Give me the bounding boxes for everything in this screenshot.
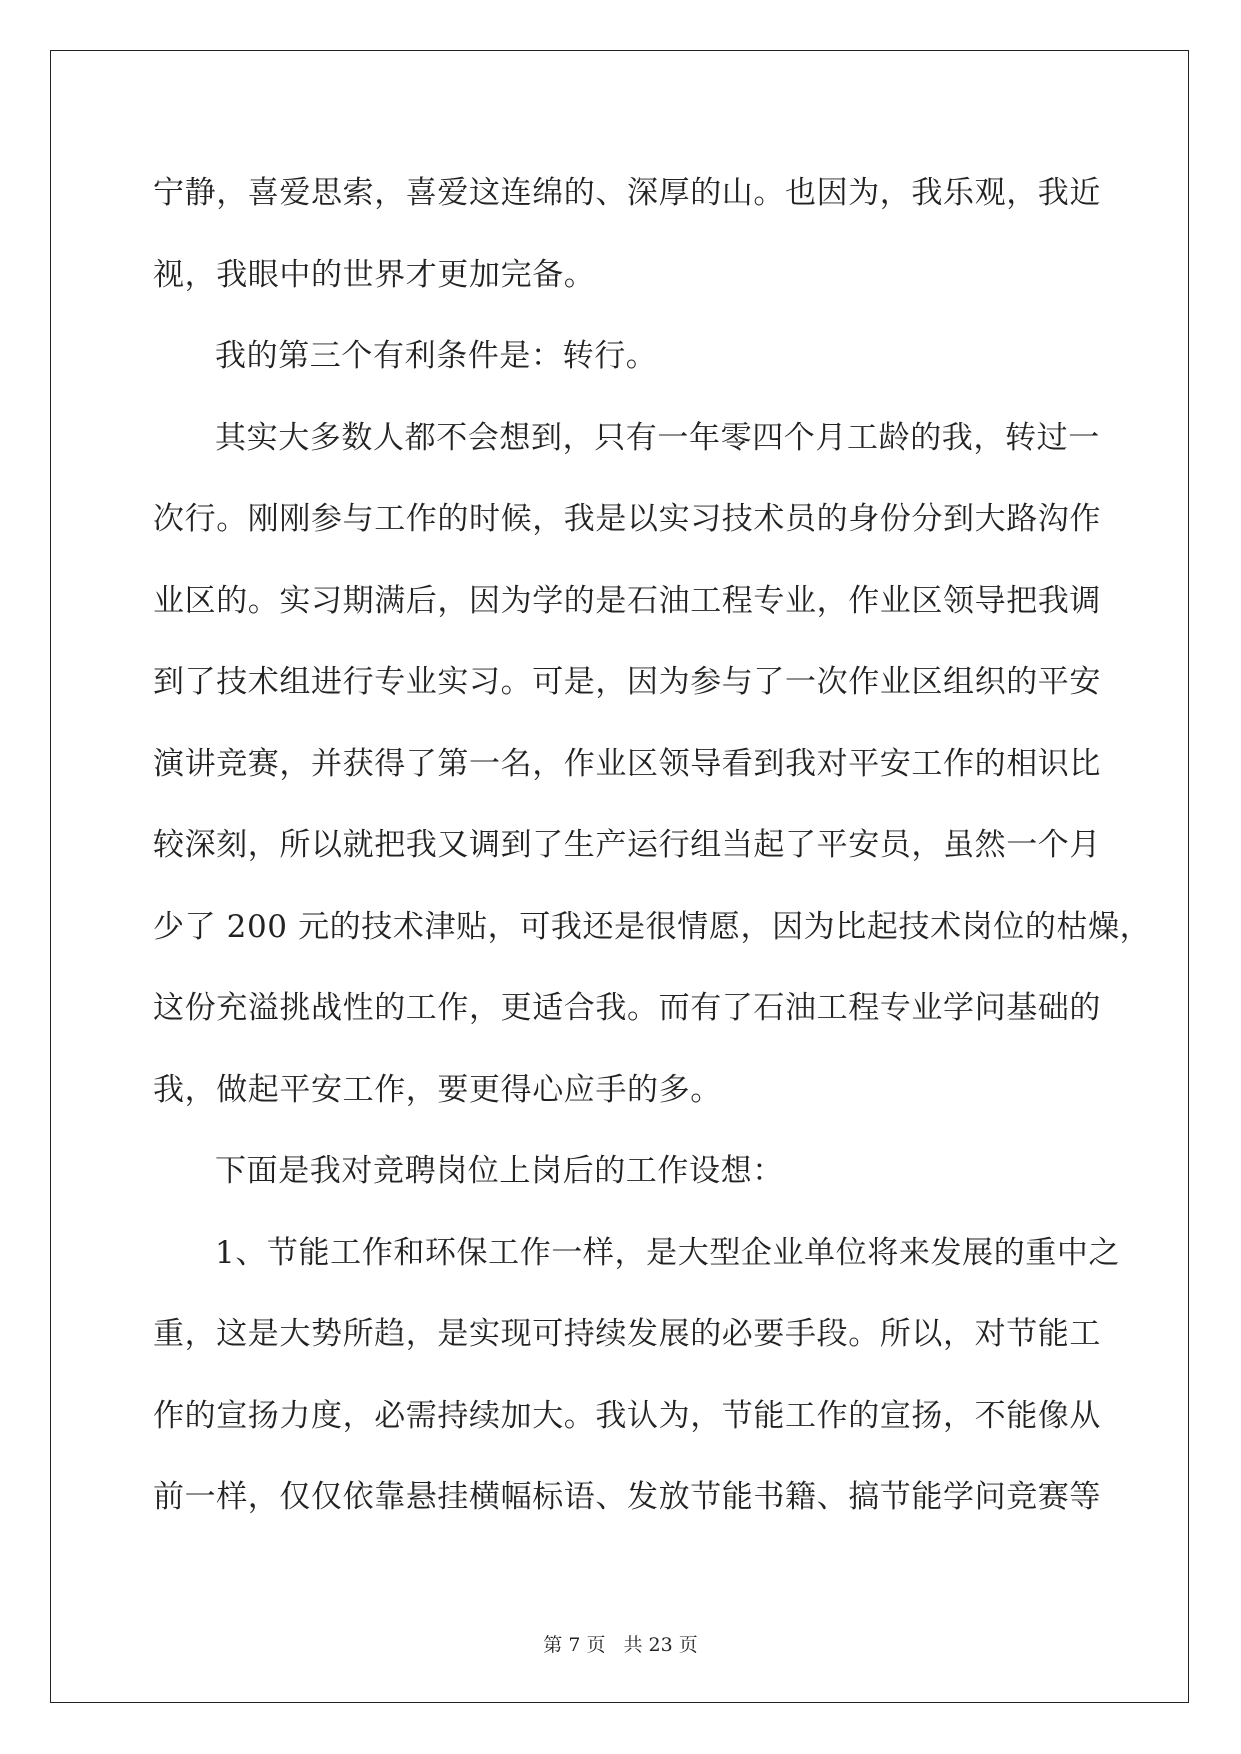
page-number: 第 7 页	[543, 1634, 606, 1656]
text-line: 业区的。实习期满后，因为学的是石油工程专业，作业区领导把我调	[153, 582, 1101, 619]
text-line: 作的宣扬力度，必需持续加大。我认为，节能工作的宣扬，不能像从	[153, 1397, 1101, 1434]
text-line: 视，我眼中的世界才更加完备。	[153, 256, 596, 293]
document-body	[153, 163, 1152, 1549]
text-line: 前一样，仅仅依靠悬挂横幅标语、发放节能书籍、搞节能学问竞赛等	[153, 1479, 1101, 1515]
text-line: 次行。刚刚参与工作的时候，我是以实习技术员的身份分到大路沟作	[153, 501, 1101, 537]
text-line: 重，这是大势所趋，是实现可持续发展的必要手段。所以，对节能工	[153, 1316, 1101, 1352]
page-total: 共 23 页	[623, 1634, 698, 1656]
text-line: 其实大多数人都不会想到，只有一年零四个月工龄的我，转过一	[215, 419, 1100, 456]
text-line: 这份充溢挑战性的工作，更适合我。而有了石油工程专业学问基础的	[153, 990, 1101, 1026]
text-line: 较深刻，所以就把我又调到了生产运行组当起了平安员，虽然一个月	[153, 827, 1101, 863]
text-line: 下面是我对竞聘岗位上岗后的工作设想：	[215, 1153, 784, 1189]
text-line: 到了技术组进行专业实习。可是，因为参与了一次作业区组织的平安	[153, 664, 1101, 700]
text-line: 演讲竞赛，并获得了第一名，作业区领导看到我对平安工作的相识比	[153, 745, 1101, 782]
text-line: 1、节能工作和环保工作一样，是大型企业单位将来发展的重中之	[215, 1234, 1121, 1271]
text-line: 我，做起平安工作，要更得心应手的多。	[153, 1071, 722, 1108]
text-line: 少了 200 元的技术津贴，可我还是很情愿，因为比起技术岗位的枯燥，	[153, 908, 1152, 945]
text-line: 宁静，喜爱思索，喜爱这连绵的、深厚的山。也因为，我乐观，我近	[153, 175, 1101, 211]
page-footer	[0, 1630, 1241, 1657]
text-line: 我的第三个有利条件是：转行。	[215, 338, 658, 374]
